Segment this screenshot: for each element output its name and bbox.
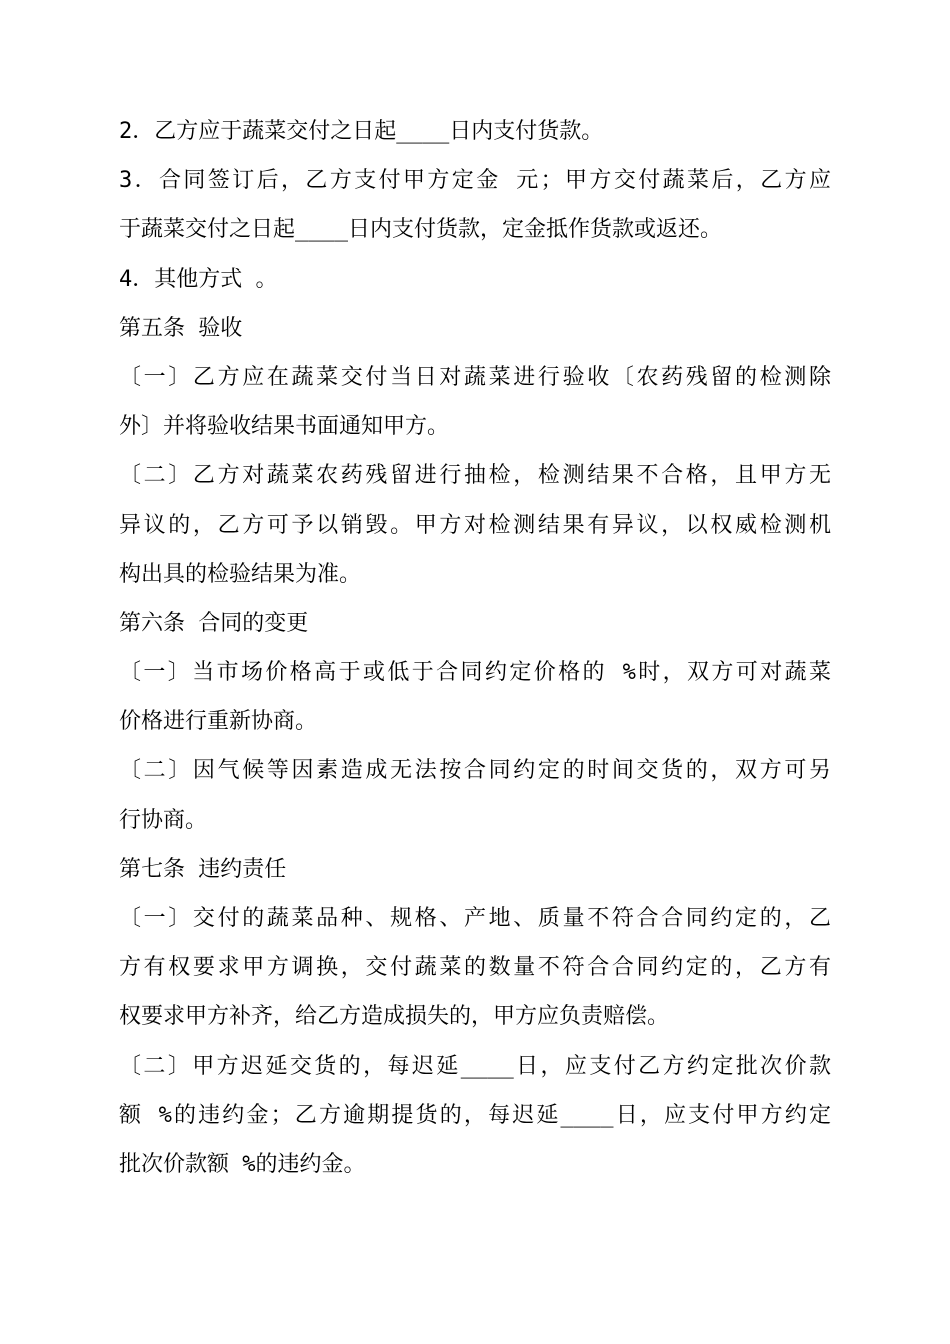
article-6-heading: 第六条 合同的变更 (119, 610, 309, 636)
payment-clause-4: 4．其他方式 。 (119, 266, 278, 292)
article-6-item-2-line-2: 行协商。 (119, 807, 208, 833)
article-7-heading: 第七条 违约责任 (119, 856, 287, 882)
article-7-item-2-line-3: 批次价款额 %的违约金。 (119, 1151, 366, 1177)
payment-clause-3-line-2: 于蔬菜交付之日起____日内支付货款，定金抵作货款或返还。 (119, 217, 722, 243)
article-5-heading: 第五条 验收 (119, 315, 243, 341)
article-7-item-2-line-1: 〔二〕甲方迟延交货的，每迟延____日，应支付乙方约定批次价款 (119, 1053, 831, 1079)
article-6-item-1-line-2: 价格进行重新协商。 (119, 709, 318, 735)
article-5-item-2-line-2: 异议的，乙方可予以销毁。甲方对检测结果有异议，以权威检测机 (119, 512, 831, 538)
contract-text (119, 107, 831, 1189)
payment-clause-3-line-1: 3．合同签订后，乙方支付甲方定金 元；甲方交付蔬菜后，乙方应 (119, 168, 831, 194)
article-7-item-1-line-1: 〔一〕交付的蔬菜品种、规格、产地、质量不符合合同约定的，乙 (119, 906, 831, 931)
payment-clause-2: 2．乙方应于蔬菜交付之日起____日内支付货款。 (119, 119, 604, 144)
article-5-item-2-line-1: 〔二〕乙方对蔬菜农药残留进行抽检，检测结果不合格，且甲方无 (119, 463, 831, 489)
article-5-item-1-line-2: 外〕并将验收结果书面通知甲方。 (119, 414, 450, 440)
article-6-item-1-line-1: 〔一〕当市场价格高于或低于合同约定价格的 %时，双方可对蔬菜 (119, 660, 831, 686)
article-6-item-2-line-1: 〔二〕因气候等因素造成无法按合同约定的时间交货的，双方可另 (119, 758, 831, 784)
article-7-item-1-line-2: 方有权要求甲方调换，交付蔬菜的数量不符合合同约定的，乙方有 (119, 955, 831, 981)
article-7-item-1-line-3: 权要求甲方补齐，给乙方造成损失的，甲方应负责赔偿。 (119, 1004, 670, 1030)
article-7-item-2-line-2: 额 %的违约金；乙方逾期提货的，每迟延____日，应支付甲方约定 (119, 1102, 831, 1128)
article-5-item-2-line-3: 构出具的检验结果为准。 (119, 561, 362, 587)
article-5-item-1-line-1: 〔一〕乙方应在蔬菜交付当日对蔬菜进行验收〔农药残留的检测除 (119, 364, 831, 390)
